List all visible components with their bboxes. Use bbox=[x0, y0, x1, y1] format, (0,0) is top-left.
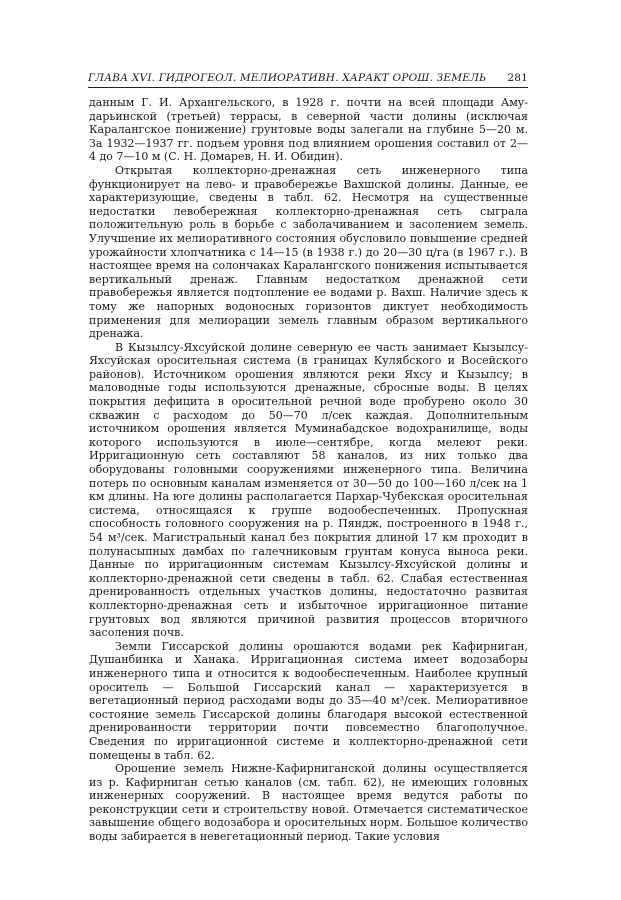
paragraph-gissar: Земли Гиссарской долины орошаются водами рек Кафирниган, Душанбинка и Ханака. Ирригационная система имеет водозаборы инженерного типа и относится к водообеспеченным. Наиболее крупный ороситель — Большой Гиссарский канал — характеризуется в вегетационный период расходами воды до 35—40 м³/сек. Мелиоративное состояние земель Гиссарской долины благодаря высокой естественной дренированности территории почти повсеместно благополучное. Сведения по ирригационной системе и коллекторно-дренажной сети помещены в табл. 62. bbox=[89, 639, 528, 762]
paragraph-continued: данным Г. И. Архангельского, в 1928 г. почти на всей площади Аму-дарьинской (третьей) террасы, в северной части долины (исключая Каралангское понижение) грунтовые воды залегали на глубине 5—20 м. За 1932—1937 гг. подъем уровня под влиянием орошения составил от 2—4 до 7—10 м (С. Н. Домарев, Н. И. Обидин). bbox=[89, 96, 528, 164]
paragraph-drainage-vakhsh: Открытая коллекторно-дренажная сеть инженерного типа функционирует на лево- и правобережье Вахшской долины. Данные, ее характеризующие, сведены в табл. 62. Несмотря на существенные недостатки левобережная коллекторно-дренажная сеть сыграла положительную роль в борьбе с заболачиванием и засолением земель. Улучшение их мелиоративного состояния обусловило повышение средней урожайности хлопчатника с 14—15 (в 1938 г.) до 20—30 ц/га (в 1967 г.). В настоящее время на солончаках Каралангского понижения испытывается вертикальный дренаж. Главным недостатком дренажной сети правобережья является подтопление ее водами р. Вахш. Наличие здесь к тому же напорных водоносных горизонтов диктует необходимость применения для мелиорации земель главным образом вертикального дренажа. bbox=[89, 163, 528, 341]
page-number: 281 bbox=[507, 72, 528, 84]
header-rule bbox=[88, 87, 528, 88]
paragraph-kyzylsu-yakhsu: В Кызылсу-Яхсуйской долине северную ее часть занимает Кызылсу-Яхсуйская оросительная система (в границах Кулябского и Восейского районов). Источником орошения являются реки Яхсу и Кызылсу; в маловодные годы используются дренажные, сбросные воды. В целях покрытия дефицита в оросительной речной воде пробурено около 30 скважин с расходом до 50—70 л/сек каждая. Дополнительным источником орошения является Муминабадское водохранилище, воды которого используются в июле—сентябре, когда мелеют реки. Ирригационную сеть составляют 58 каналов, из них только два оборудованы головными сооружениями инженерного типа. Величина потерь по основным каналам изменяется от 30—50 до 100—160 л/сек на 1 км длины. На юге долины располагается Пархар-Чубекская оросительная система, относящаяся к группе водообеспеченных. Пропускная способность головного сооружения на р. Пяндж, построенного в 1948 г., 54 м³/сек. Магистральный канал без покрытия длиной 17 км проходит в полунасыпных дамбах по галечниковым грунтам конуса выноса реки. Данные по ирригационным системам Кызылсу-Яхсуйской долины и коллекторно-дренажной сети сведены в табл. 62. Слабая естественная дренированность отдельных участков долины, недостаточно развитая коллекторно-дренажная сеть и избыточное ирригационное питание грунтовых вод являются причиной развития процессов вторичного засоления почв. bbox=[89, 340, 528, 640]
running-title: ГЛАВА XVI. ГИДРОГЕОЛ. МЕЛИОРАТИВН. ХАРАКТ ОРОШ. ЗЕМЕЛЬ bbox=[88, 72, 487, 84]
paragraph-nizhne-kafirnigan: Орошение земель Нижне-Кафирниганской долины осуществляется из р. Кафирниган сетью каналов (см. табл. 62), не имеющих головных инженерных сооружений. В настоящее время ведутся работы по реконструкции сети и строительству новой. Отмечается систематическое завышение общего водозабора и оросительных норм. Большое количество воды забирается в невегетационный период. Такие условия bbox=[89, 762, 528, 844]
body-text bbox=[89, 96, 528, 844]
running-header bbox=[88, 72, 528, 84]
